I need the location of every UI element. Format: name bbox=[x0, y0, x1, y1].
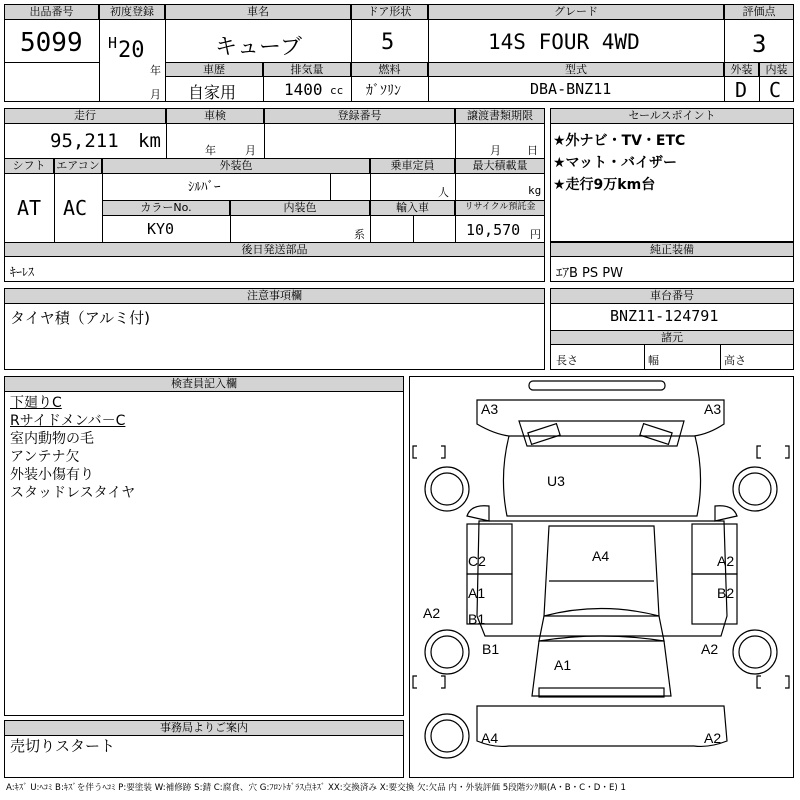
damage-mark: A2 bbox=[717, 553, 735, 569]
damage-mark: C2 bbox=[468, 553, 486, 569]
ext-color-label: 外装色 bbox=[102, 158, 370, 174]
capacity-unit: 人 bbox=[438, 186, 449, 199]
inspection-month-unit: 月 bbox=[245, 144, 256, 157]
damage-mark: A1 bbox=[554, 657, 572, 673]
exterior-label: 外装 bbox=[724, 62, 759, 77]
damage-mark: A1 bbox=[468, 585, 486, 601]
door-label: ドア形状 bbox=[351, 4, 428, 20]
equipment-label: 純正装備 bbox=[550, 242, 794, 257]
int-color-label: 内装色 bbox=[230, 200, 370, 216]
displacement: 1400 bbox=[284, 80, 323, 99]
later-parts-label: 後日発送部品 bbox=[4, 242, 545, 257]
displacement-label: 排気量 bbox=[263, 62, 351, 77]
car-name-label: 車名 bbox=[165, 4, 351, 20]
sales-point: ★走行9万km台 bbox=[553, 177, 656, 193]
ac-label: エアコン bbox=[54, 158, 102, 174]
transfer-day-unit: 日 bbox=[527, 144, 538, 157]
color-no: KY0 bbox=[147, 220, 175, 238]
color-no-label: カラーNo. bbox=[102, 200, 230, 216]
year-unit: 年 bbox=[150, 64, 161, 77]
width-label: 幅 bbox=[648, 354, 659, 367]
history: 自家用 bbox=[188, 83, 237, 102]
interior-label: 内装 bbox=[759, 62, 794, 77]
office-label: 事務局よりご案内 bbox=[4, 720, 404, 736]
height-label: 高さ bbox=[724, 354, 746, 367]
import-label: 輸入車 bbox=[370, 200, 455, 216]
damage-mark: A3 bbox=[481, 401, 499, 417]
lot-number: 5099 bbox=[20, 28, 83, 58]
max-load-label: 最大積載量 bbox=[455, 158, 545, 174]
inspector-label: 検査員記入欄 bbox=[4, 376, 404, 392]
chassis-value: BNZ11-124791 bbox=[610, 307, 719, 325]
era: H bbox=[108, 34, 118, 52]
sales-label: セールスポイント bbox=[550, 108, 794, 124]
notes-value: タイヤ積（アルミ付) bbox=[10, 309, 150, 327]
damage-mark: A2 bbox=[704, 730, 722, 746]
notes-label: 注意事項欄 bbox=[4, 288, 545, 304]
damage-mark: B2 bbox=[717, 585, 735, 601]
inspection-label: 車検 bbox=[166, 108, 264, 124]
inspector-line: 下廻りC bbox=[10, 395, 62, 411]
transfer-month-unit: 月 bbox=[490, 144, 501, 157]
chassis-label: 車台番号 bbox=[550, 288, 794, 304]
mileage-label: 走行 bbox=[4, 108, 166, 124]
fuel: ｶﾞｿﾘﾝ bbox=[366, 83, 401, 99]
inspector-line: スタッドレスタイヤ bbox=[10, 485, 136, 501]
reg-year: 20 bbox=[118, 38, 145, 63]
model: DBA-BNZ11 bbox=[530, 80, 612, 98]
inspector-line: 外装小傷有り bbox=[10, 467, 94, 483]
office-value: 売切りスタート bbox=[10, 737, 116, 755]
score-label: 評価点 bbox=[724, 4, 794, 20]
car-diagram bbox=[409, 376, 794, 778]
damage-mark: A2 bbox=[423, 605, 441, 621]
recycle-label: リサイクル預託金 bbox=[455, 200, 545, 216]
inspector-line: Rサイドメンバ－C bbox=[10, 413, 126, 429]
grade-label: グレード bbox=[428, 4, 724, 20]
ext-color: ｼﾙﾊﾞｰ bbox=[188, 180, 221, 195]
exterior-grade: D bbox=[735, 78, 748, 102]
shift: AT bbox=[17, 196, 42, 220]
doors: 5 bbox=[381, 30, 395, 55]
damage-mark: A4 bbox=[592, 548, 610, 564]
grade: 14S FOUR 4WD bbox=[488, 30, 640, 54]
sales-point: ★マット・バイザー bbox=[553, 155, 677, 171]
ac: AC bbox=[63, 196, 88, 220]
registration-label: 登録番号 bbox=[264, 108, 455, 124]
month-unit: 月 bbox=[150, 88, 161, 101]
inspector-line: 室内動物の毛 bbox=[10, 431, 94, 447]
capacity-label: 乗車定員 bbox=[370, 158, 455, 174]
int-color-unit: 系 bbox=[354, 228, 365, 241]
damage-mark: A2 bbox=[701, 641, 719, 657]
mileage: 95,211 bbox=[50, 130, 119, 152]
history-label: 車歴 bbox=[165, 62, 263, 77]
shift-label: シフト bbox=[4, 158, 54, 174]
car-name: キューブ bbox=[215, 35, 302, 60]
inspector-line: アンテナ欠 bbox=[10, 449, 80, 465]
max-load-unit: kg bbox=[528, 184, 542, 197]
inspection-year-unit: 年 bbox=[205, 144, 216, 157]
displacement-unit: cc bbox=[330, 84, 344, 97]
damage-mark: A4 bbox=[481, 730, 499, 746]
lot-number-label: 出品番号 bbox=[4, 4, 99, 20]
damage-mark: U3 bbox=[547, 473, 565, 489]
damage-mark: B1 bbox=[468, 611, 486, 627]
recycle: 10,570 bbox=[466, 221, 521, 239]
recycle-unit: 円 bbox=[530, 228, 541, 241]
footer-legend: A:ｷｽﾞ U:ﾍｺﾐ B:ｷｽﾞを伴うﾍｺﾐ P:要塗装 W:補修跡 S:錆 C:腐食、穴 G:ﾌﾛﾝﾄｶﾞﾗｽ点ｷｽﾞ XX:交換済み X:要交換 欠:欠品 内・外装評価 5段階ﾗﾝｸ順(A・B・C・D・E) 1 bbox=[6, 783, 626, 793]
damage-mark: A3 bbox=[704, 401, 722, 417]
later-parts: ｷｰﾚｽ bbox=[10, 265, 35, 279]
damage-mark: B1 bbox=[482, 641, 500, 657]
first-reg-label: 初度登録 bbox=[99, 4, 165, 20]
length-label: 長さ bbox=[556, 354, 578, 367]
dims-label: 諸元 bbox=[550, 330, 794, 345]
interior-grade: C bbox=[769, 78, 782, 102]
model-label: 型式 bbox=[428, 62, 724, 77]
mileage-unit: km bbox=[138, 130, 161, 152]
fuel-label: 燃料 bbox=[351, 62, 428, 77]
score: 3 bbox=[752, 30, 767, 58]
sales-point: ★外ナビ・TV・ETC bbox=[553, 133, 686, 149]
equipment-value: ｴｱB PS PW bbox=[556, 266, 623, 281]
transfer-label: 譲渡書類期限 bbox=[455, 108, 545, 124]
